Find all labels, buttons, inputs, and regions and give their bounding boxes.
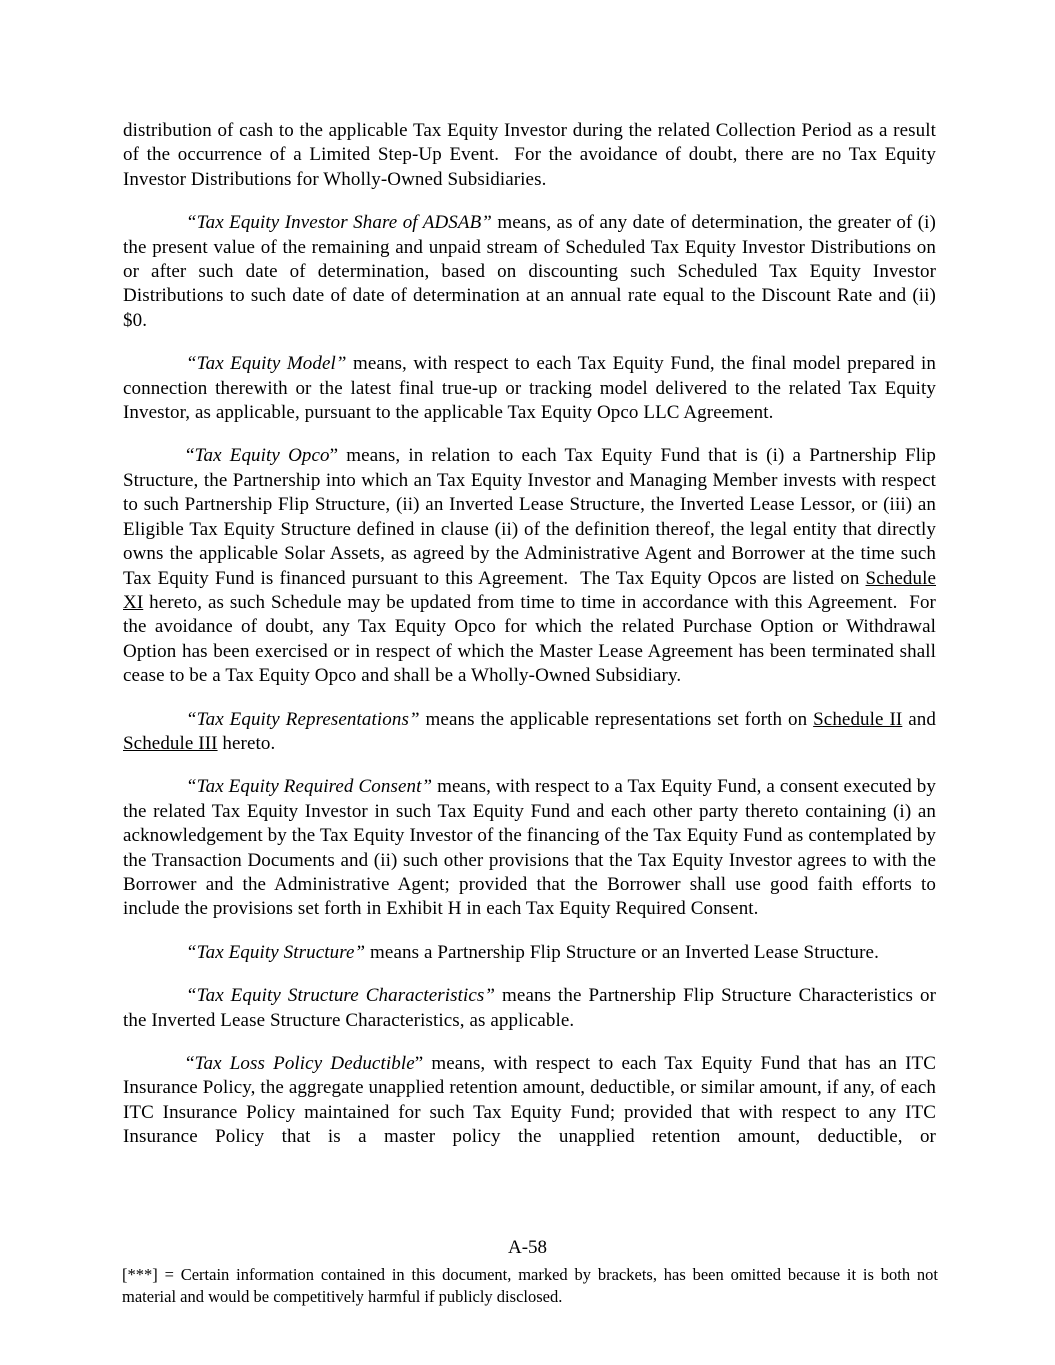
paragraph bbox=[123, 708, 936, 757]
text-run: means, as of any date of determination, the greater of (i) the present value of the remaining and unpaid stream of Scheduled Tax Equity Investor Distributions on or after such date of determination, based on discounting such Scheduled Tax Equity Investor Distributions to such date of date of determination at an annual rate equal to the Discount Rate and (ii) $0. bbox=[123, 212, 936, 331]
paragraph bbox=[123, 1052, 936, 1150]
text-run: “ bbox=[186, 445, 195, 467]
text-run: hereto, as such Schedule may be updated from time to time in accordance with this Agreement. For the avoidance of doubt, any Tax Equity Opco for which the related Purchase Option or Withdrawal Option has been exercised or in respect of which the Master Lease Agreement has been terminated shall cease to be a Tax Equity Opco and shall be a Wholly-Owned Subsidiary. bbox=[123, 591, 936, 687]
schedule-reference: Schedule II bbox=[813, 708, 903, 730]
text-run: means, with respect to a Tax Equity Fund, a consent executed by the related Tax Equity Investor in such Tax Equity Fund and each other party thereto containing (i) an acknowledgement by the Tax Equity Investor of the financing of the Tax Equity Fund as contemplated by the Transaction Documents and (ii) such other provisions that the Tax Equity Investor agrees to with the Borrower and the Administrative Agent; provided that the Borrower shall use good faith efforts to include the provisions set forth in Exhibit H in each Tax Equity Required Consent. bbox=[123, 776, 936, 920]
paragraph bbox=[123, 775, 936, 921]
text-run: means the applicable representations set forth on bbox=[419, 708, 814, 730]
paragraph bbox=[123, 984, 936, 1033]
text-run: distribution of cash to the applicable Tax Equity Investor during the related Collection Period as a result of the occurrence of a Limited Step-Up Event. For the avoidance of doubt, there are no Tax Equity Investor Distributions for Wholly-Owned Subsidiaries. bbox=[123, 120, 936, 190]
footnote: [***] = Certain information contained in this document, marked by brackets, has been omitted because it is both not material and would be competitively harmful if publicly disclosed. bbox=[122, 1265, 938, 1306]
text-run: hereto. bbox=[217, 732, 276, 754]
page-number: A-58 bbox=[507, 1237, 548, 1258]
defined-term: “Tax Equity Investor Share of ADSAB” bbox=[186, 212, 492, 234]
document-body bbox=[123, 119, 936, 1169]
paragraph bbox=[123, 941, 936, 965]
defined-term: “Tax Equity Model” bbox=[186, 353, 347, 375]
defined-term: Tax Equity Opco bbox=[194, 445, 330, 467]
text-run: means, with respect to each Tax Equity Fund, the final model prepared in connection therewith or the latest final true-up or tracking model delivered to the related Tax Equity Investor, as applicable, pursuant to the applicable Tax Equity Opco LLC Agreement. bbox=[123, 353, 936, 424]
defined-term: “Tax Equity Representations” bbox=[186, 708, 420, 730]
paragraph bbox=[123, 211, 936, 333]
paragraph bbox=[123, 352, 936, 425]
defined-term: “Tax Equity Structure” bbox=[186, 941, 366, 963]
text-run: “ bbox=[186, 1053, 195, 1074]
defined-term: “Tax Equity Required Consent” bbox=[186, 776, 433, 798]
defined-term: Tax Loss Policy Deductible bbox=[194, 1053, 415, 1074]
schedule-reference: Schedule XI bbox=[123, 567, 936, 613]
paragraph bbox=[123, 444, 936, 688]
defined-term: “Tax Equity Structure Characteristics” bbox=[186, 985, 496, 1007]
schedule-reference: Schedule III bbox=[123, 732, 218, 754]
text-run: means a Partnership Flip Structure or an Inverted Lease Structure. bbox=[365, 941, 879, 963]
text-run: ” means, with respect to each Tax Equity Fund that has an ITC Insurance Policy, the aggregate unapplied retention amount, deductible, or similar amount, if any, of each ITC Insurance Policy maintained for such Tax Equity Fund; provided that with respect to any ITC Insurance Policy that is a master policy the unapplied retention amount, deductible, or bbox=[123, 1053, 936, 1148]
text-run: and bbox=[902, 708, 936, 730]
text-run: ” means, in relation to each Tax Equity Fund that is (i) a Partnership Flip Structure, the Partnership into which an Tax Equity Investor and Managing Member invests with respect to such Partnership Flip Structure, (ii) an Inverted Lease Structure, the Inverted Lease Lessor, or (iii) an Eligible Tax Equity Structure defined in clause (ii) of the definition thereof, the legal entity that directly owns the applicable Solar Assets, as agreed by the Administrative Agent and Borrower at the time such Tax Equity Fund is financed pursuant to this Agreement. The Tax Equity Opcos are listed on bbox=[123, 445, 936, 589]
text-run: means the Partnership Flip Structure Characteristics or the Inverted Lease Structure Characteristics, as applicable. bbox=[123, 985, 936, 1031]
paragraph bbox=[123, 119, 936, 192]
